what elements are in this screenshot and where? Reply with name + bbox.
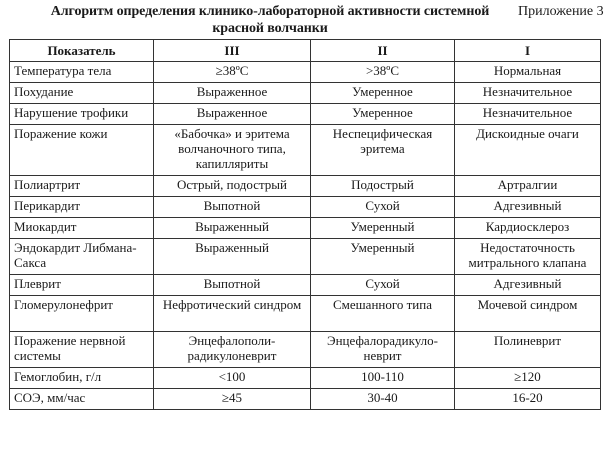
grade-1-cell: Мочевой синдром xyxy=(455,296,601,332)
grade-3-cell: Выраженный xyxy=(154,239,311,275)
grade-2-cell: Сухой xyxy=(311,275,455,296)
table-row xyxy=(10,83,601,104)
table-row xyxy=(10,275,601,296)
table-row xyxy=(10,389,601,410)
grade-1-cell: Дискоидные очаги xyxy=(455,125,601,176)
table-row xyxy=(10,218,601,239)
grade-3-cell: Выпотной xyxy=(154,197,311,218)
grade-1-cell: Незначительное xyxy=(455,83,601,104)
grade-2-cell: Подострый xyxy=(311,176,455,197)
table-row xyxy=(10,239,601,275)
table-row xyxy=(10,296,601,332)
indicator-cell: Температура тела xyxy=(10,62,154,83)
grade-2-cell: Неспецифическая эритема xyxy=(311,125,455,176)
indicator-cell: Перикардит xyxy=(10,197,154,218)
indicator-cell: Похудание xyxy=(10,83,154,104)
grade-3-cell: Выраженное xyxy=(154,104,311,125)
table-header-row xyxy=(10,40,601,62)
indicator-cell: Гломерулонефрит xyxy=(10,296,154,332)
grade-1-cell: ≥120 xyxy=(455,368,601,389)
indicator-cell: Полиартрит xyxy=(10,176,154,197)
column-header-grade-3: III xyxy=(154,40,311,62)
grade-1-cell: 16-20 xyxy=(455,389,601,410)
grade-2-cell: Сухой xyxy=(311,197,455,218)
column-header-grade-1: I xyxy=(455,40,601,62)
grade-3-cell: Выраженный xyxy=(154,218,311,239)
grade-3-cell: Острый, подострый xyxy=(154,176,311,197)
indicator-cell: Нарушение трофики xyxy=(10,104,154,125)
column-header-indicator: Показатель xyxy=(10,40,154,62)
grade-3-cell: Нефротический синдром xyxy=(154,296,311,332)
table-row xyxy=(10,332,601,368)
indicator-cell: Эндокардит Либмана-Сакса xyxy=(10,239,154,275)
table-row xyxy=(10,368,601,389)
grade-2-cell: Умеренный xyxy=(311,218,455,239)
document-title: Алгоритм определения клинико-лабораторной активности системной красной волчанки xyxy=(50,4,490,36)
grade-1-cell: Нормальная xyxy=(455,62,601,83)
indicator-cell: Гемоглобин, г/л xyxy=(10,368,154,389)
grade-3-cell: Выпотной xyxy=(154,275,311,296)
grade-1-cell: Артралгии xyxy=(455,176,601,197)
table-row xyxy=(10,62,601,83)
grade-3-cell: ≥38ºС xyxy=(154,62,311,83)
grade-1-cell: Незначительное xyxy=(455,104,601,125)
grade-2-cell: Умеренное xyxy=(311,83,455,104)
grade-2-cell: >38ºС xyxy=(311,62,455,83)
table-row xyxy=(10,125,601,176)
grade-3-cell: ≥45 xyxy=(154,389,311,410)
grade-1-cell: Полиневрит xyxy=(455,332,601,368)
grade-2-cell: 30-40 xyxy=(311,389,455,410)
table-row xyxy=(10,197,601,218)
grade-2-cell: Умеренный xyxy=(311,239,455,275)
indicator-cell: СОЭ, мм/час xyxy=(10,389,154,410)
grade-3-cell: «Бабочка» и эритема волчаночного типа, капилляриты xyxy=(154,125,311,176)
grade-3-cell: Энцефалополи-радикулоневрит xyxy=(154,332,311,368)
table-row xyxy=(10,176,601,197)
grade-1-cell: Адгезивный xyxy=(455,197,601,218)
appendix-label: Приложение 3 xyxy=(518,4,604,19)
indicator-cell: Миокардит xyxy=(10,218,154,239)
grade-2-cell: Смешанного типа xyxy=(311,296,455,332)
table-row xyxy=(10,104,601,125)
grade-2-cell: Энцефалорадикуло-неврит xyxy=(311,332,455,368)
indicator-cell: Поражение нервной системы xyxy=(10,332,154,368)
grade-2-cell: Умеренное xyxy=(311,104,455,125)
grade-3-cell: Выраженное xyxy=(154,83,311,104)
indicator-cell: Поражение кожи xyxy=(10,125,154,176)
activity-table xyxy=(9,39,601,410)
grade-2-cell: 100-110 xyxy=(311,368,455,389)
grade-3-cell: <100 xyxy=(154,368,311,389)
grade-1-cell: Недостаточность митрального клапана xyxy=(455,239,601,275)
indicator-cell: Плеврит xyxy=(10,275,154,296)
grade-1-cell: Кардиосклероз xyxy=(455,218,601,239)
grade-1-cell: Адгезивный xyxy=(455,275,601,296)
column-header-grade-2: II xyxy=(311,40,455,62)
